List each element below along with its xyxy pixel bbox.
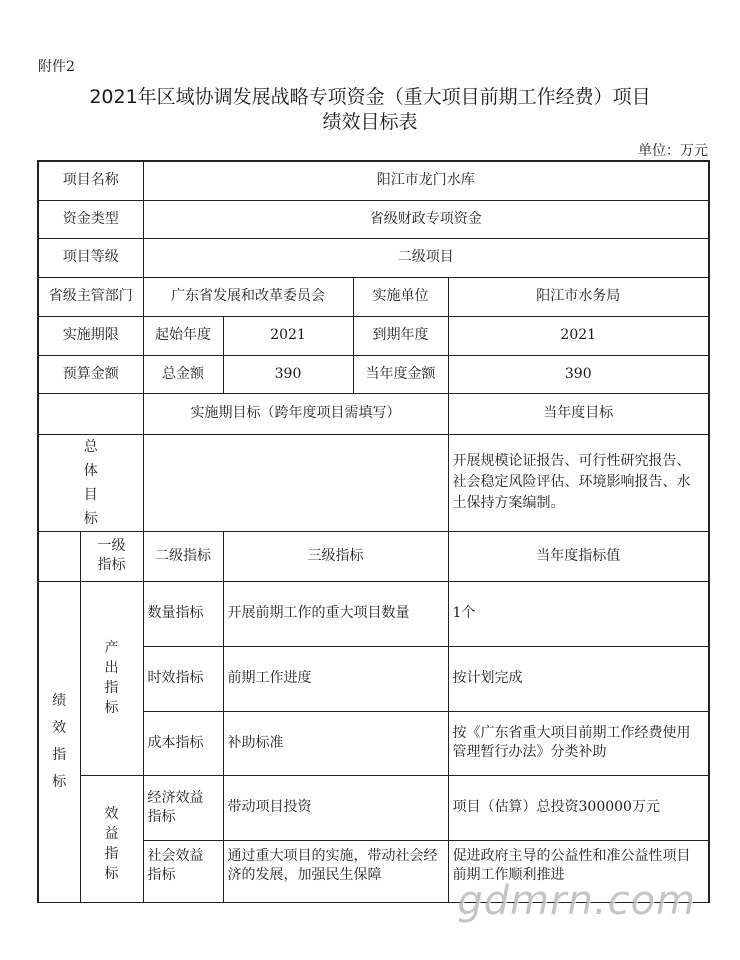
indicator-level3: 开展前期工作的重大项目数量 [223, 581, 448, 646]
implementer-label: 实施单位 [353, 277, 448, 316]
indicator-level2: 数量指标 [143, 581, 223, 646]
target-header-blank [38, 393, 143, 434]
annex-label: 附件2 [38, 59, 75, 75]
end-year-label: 到期年度 [353, 316, 448, 355]
indicator-level2: 时效指标 [143, 646, 223, 711]
blank-corner [38, 531, 80, 581]
indicator-value: 按计划完成 [448, 646, 709, 711]
project-level-value: 二级项目 [143, 238, 709, 277]
budget-label: 预算金额 [38, 355, 143, 393]
page-subtitle: 绩效目标表 [322, 111, 418, 133]
page-title: 2021年区域协调发展战略专项资金（重大项目前期工作经费）项目 [89, 86, 651, 108]
overall-target-label-text: 总体目标 [83, 438, 98, 527]
end-year-value: 2021 [448, 316, 709, 355]
unit-label: 单位：万元 [638, 143, 708, 159]
current-target-header: 当年度目标 [448, 393, 709, 434]
level2-header: 二级指标 [143, 531, 223, 581]
level3-header: 三级指标 [223, 531, 448, 581]
indicator-value: 按《广东省重大项目前期工作经费使用管理暂行办法》分类补助 [448, 711, 709, 775]
indicator-level3: 带动项目投资 [223, 775, 448, 840]
output-label [80, 581, 143, 775]
period-label: 实施期限 [38, 316, 143, 355]
indicator-level2 [143, 775, 223, 840]
period-target-value [143, 434, 448, 531]
fund-type-label: 资金类型 [38, 200, 143, 238]
indicator-level2: 成本指标 [143, 711, 223, 775]
level1-header [80, 531, 143, 581]
indicator-level2 [143, 840, 223, 902]
start-year-label: 起始年度 [143, 316, 223, 355]
fund-type-value: 省级财政专项资金 [143, 200, 709, 238]
benefit-label [80, 775, 143, 902]
start-year-value: 2021 [223, 316, 353, 355]
output-label-text: 产出指标 [104, 640, 119, 716]
total-amount-label: 总金额 [143, 355, 223, 393]
indicator-value: 项目（估算）总投资300000万元 [448, 775, 709, 840]
current-target-value: 开展规模论证报告、可行性研究报告、社会稳定风险评估、环境影响报告、水土保持方案编制。 [448, 434, 709, 531]
indicator-level2-text: 社会效益指标 [147, 847, 204, 883]
indicator-level3: 通过重大项目的实施，带动社会经济的发展，加强民生保障 [223, 840, 448, 902]
supervisor-label: 省级主管部门 [38, 277, 143, 316]
level1-header-text: 一级指标 [97, 538, 126, 573]
current-value-header: 当年度指标值 [448, 531, 709, 581]
watermark: gdmrn.com [457, 878, 696, 924]
indicator-value: 促进政府主导的公益性和准公益性项目前期工作顺利推进 [448, 840, 709, 902]
benefit-label-text: 效益指标 [104, 805, 119, 882]
performance-label-text: 绩效指标 [52, 692, 67, 790]
indicator-value: 1个 [448, 581, 709, 646]
total-amount-value: 390 [223, 355, 353, 393]
project-name-label: 项目名称 [38, 161, 143, 200]
implementer-value: 阳江市水务局 [448, 277, 709, 316]
current-year-amount-value: 390 [448, 355, 709, 393]
performance-table [37, 160, 710, 903]
supervisor-value: 广东省发展和改革委员会 [143, 277, 353, 316]
current-year-amount-label: 当年度金额 [353, 355, 448, 393]
overall-target-label [38, 434, 143, 531]
indicator-level2-text: 经济效益指标 [147, 789, 204, 825]
indicator-level3: 前期工作进度 [223, 646, 448, 711]
performance-label [38, 581, 80, 902]
period-target-header: 实施期目标（跨年度项目需填写） [143, 393, 448, 434]
indicator-level3: 补助标准 [223, 711, 448, 775]
project-name-value: 阳江市龙门水库 [143, 161, 709, 200]
project-level-label: 项目等级 [38, 238, 143, 277]
